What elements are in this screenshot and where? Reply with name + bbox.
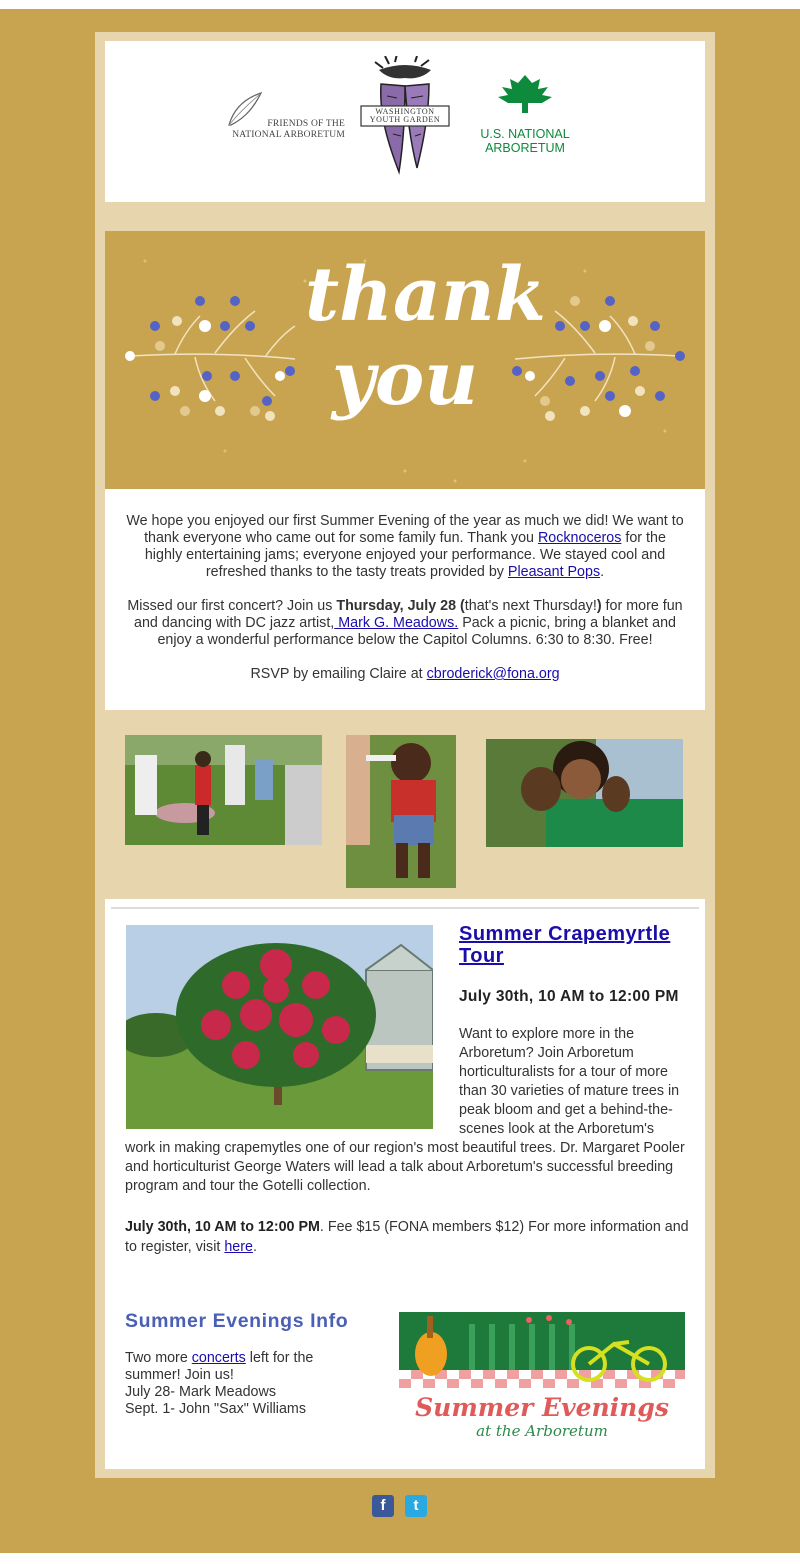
photo-muddy-hands bbox=[486, 739, 683, 847]
concert-july-28: July 28- Mark Meadows bbox=[125, 1384, 276, 1400]
wyg-line2: YOUTH GARDEN bbox=[369, 115, 441, 124]
intro-section bbox=[105, 489, 705, 710]
summer-evenings-text: Two more concerts left for the summer! Join us! July 28- Mark Meadows Sept. 1- John "Sax" Williams bbox=[125, 1350, 314, 1417]
thank-you-banner bbox=[105, 231, 705, 489]
event-date: July 30th, 10 AM to 12:00 PM bbox=[459, 988, 679, 1005]
crapemyrtle-photo bbox=[126, 925, 433, 1129]
usna-logo[interactable] bbox=[480, 73, 570, 163]
event-title-link[interactable]: Summer Crapemyrtle Tour bbox=[459, 923, 671, 967]
fona-logo[interactable] bbox=[225, 91, 345, 151]
fona-line1: FRIENDS OF THE bbox=[267, 119, 345, 129]
concert-sept-1: Sept. 1- John "Sax" Williams bbox=[125, 1401, 306, 1417]
concerts-link[interactable]: concerts bbox=[191, 1350, 246, 1366]
banner-thank: thank bbox=[305, 252, 547, 338]
photo-kids-dancing bbox=[125, 735, 322, 845]
summer-evenings-logo[interactable] bbox=[399, 1312, 685, 1446]
email-link[interactable]: cbroderick@fona.org bbox=[426, 666, 560, 682]
intro-paragraph-2: Missed our first concert? Join us Thursday, July 28 (that's next Thursday!) for more fun and dancing with DC jazz artist, Mark G. Meadows. Pack a picnic, bring a blanket and enjoy a wonderful performance below the Capitol Columns. 6:30 to 8:30. Free! bbox=[127, 598, 683, 648]
summer-evenings-logo-subtitle: at the Arboretum bbox=[476, 1422, 608, 1440]
register-here-link[interactable]: here bbox=[224, 1239, 253, 1255]
concert-illustration bbox=[399, 1312, 685, 1388]
banner-you: you bbox=[331, 336, 479, 422]
facebook-icon[interactable]: f bbox=[372, 1495, 394, 1517]
social-links bbox=[372, 1495, 428, 1519]
tree-icon bbox=[480, 73, 570, 127]
intro-paragraph-1: We hope you enjoyed our first Summer Evening of the year as much we did! We want to thank everyone who came out for some family fun. Thank you Rocknoceros for the highly entertaining jams; everyone enjoyed your performance. We stayed cool and refreshed thanks to the tasty treats provided by Pleasant Pops. bbox=[126, 513, 684, 580]
summer-evenings-logo-title: Summer Evenings bbox=[415, 1393, 669, 1422]
pleasant-pops-link[interactable]: Pleasant Pops bbox=[507, 564, 601, 580]
wyg-logo[interactable] bbox=[359, 56, 451, 176]
fona-line2: NATIONAL ARBORETUM bbox=[232, 130, 345, 140]
event-description: Want to explore more in the Arboretum? Join Arboretum horticulturalists for a tour of more than 30 varieties of mature trees in peak bloom and get a behind-the-scenes look at the Arboretum's bbox=[459, 1026, 680, 1137]
wyg-line1: WASHINGTON bbox=[375, 107, 435, 116]
event-section bbox=[105, 899, 705, 1469]
twitter-icon[interactable]: t bbox=[405, 1495, 427, 1517]
email-background bbox=[0, 9, 800, 1553]
intro-paragraph-3: RSVP by emailing Claire at cbroderick@fona.org bbox=[250, 666, 560, 682]
photo-strip bbox=[95, 710, 715, 900]
usna-line1: U.S. NATIONAL bbox=[480, 127, 570, 141]
logo-header bbox=[105, 41, 705, 202]
event-fee: July 30th, 10 AM to 12:00 PM. Fee $15 (FONA members $12) For more information and to register, visit here. bbox=[125, 1219, 689, 1255]
photo-toddler-drinking bbox=[346, 735, 456, 888]
summer-evenings-heading: Summer Evenings Info bbox=[125, 1310, 349, 1332]
email-frame bbox=[95, 32, 715, 1478]
rocknoceros-link[interactable]: Rocknoceros bbox=[537, 530, 622, 546]
usna-line2: ARBORETUM bbox=[485, 141, 565, 155]
divider bbox=[111, 907, 699, 909]
event-description-continued: work in making crapemytles one of our region's most beautiful trees. Dr. Margaret Pooler and horticulturist George Waters will lead a talk about Arboretum's successful breeding program and tour the Gotelli collection. bbox=[125, 1140, 685, 1194]
mark-meadows-link[interactable]: Mark G. Meadows. bbox=[334, 615, 459, 631]
